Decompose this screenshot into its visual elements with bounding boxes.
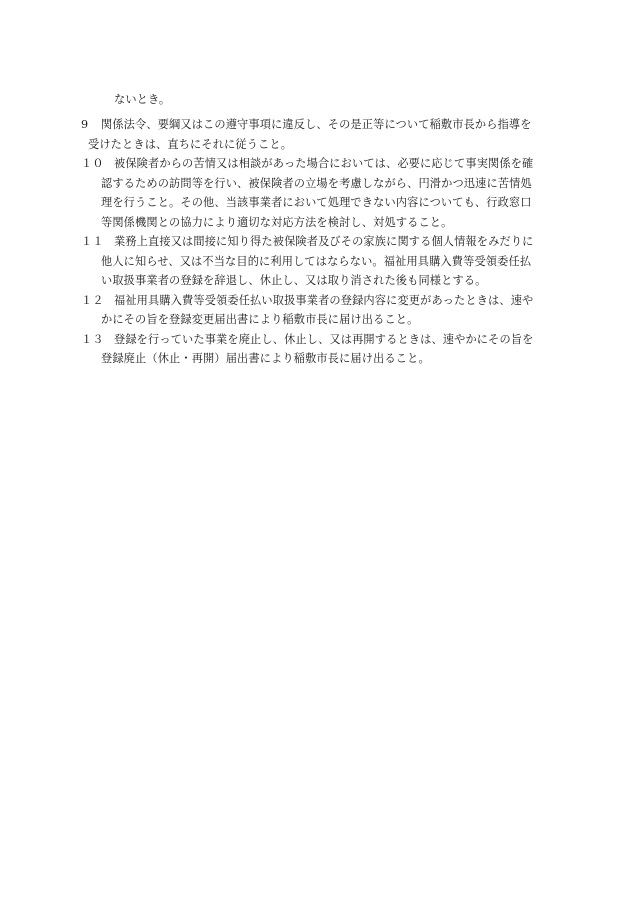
item-10-line-2: 認するための訪問等を行い、被保険者の立場を考慮しながら、円滑かつ迅速に苦情処 [101, 177, 532, 190]
item-13-line-1: 登録を行っていた事業を廃止し、休止し、又は再開するときは、速やかにその旨を [114, 333, 534, 346]
item-11-number: １１ [81, 235, 104, 248]
item-11-line-2: 他人に知らせ、又は不当な目的に利用してはならない。福祉用具購入費等受領委任払 [101, 255, 532, 268]
item-8-continuation: ないとき。 [114, 93, 171, 106]
item-10-line-3: 理を行うこと。その他、当該事業者において処理できない内容についても、行政窓口 [101, 196, 532, 209]
item-11-line-1: 業務上直接又は間接に知り得た被保険者及びその家族に関する個人情報をみだりに [114, 235, 534, 248]
item-13-number: １３ [81, 333, 104, 346]
item-9-number: 9 [81, 118, 89, 131]
item-13-line-2: 登録廃止（休止・再開）届出書により稲敷市長に届け出ること。 [101, 352, 430, 365]
item-10-line-4: 等関係機関との協力により適切な対応方法を検討し、対処すること。 [101, 216, 453, 229]
item-11-line-3: い取扱事業者の登録を辞退し、休止し、又は取り消された後も同様とする。 [101, 274, 487, 287]
item-9-line-1: 関係法令、要綱又はこの遵守事項に違反し、その是正等について稲敷市長から指導を [101, 118, 532, 131]
item-12-line-2: かにその旨を登録変更届出書により稲敷市長に届け出ること。 [101, 313, 419, 326]
item-12-number: １２ [81, 294, 104, 307]
item-10-line-1: 被保険者からの苦情又は相談があった場合においては、必要に応じて事実関係を確 [114, 157, 534, 170]
item-12-line-1: 福祉用具購入費等受領委任払い取扱事業者の登録内容に変更があったときは、速や [114, 294, 534, 307]
item-9-line-2: 受けたときは、直ちにそれに従うこと。 [88, 138, 293, 151]
item-10-number: １０ [81, 157, 104, 170]
